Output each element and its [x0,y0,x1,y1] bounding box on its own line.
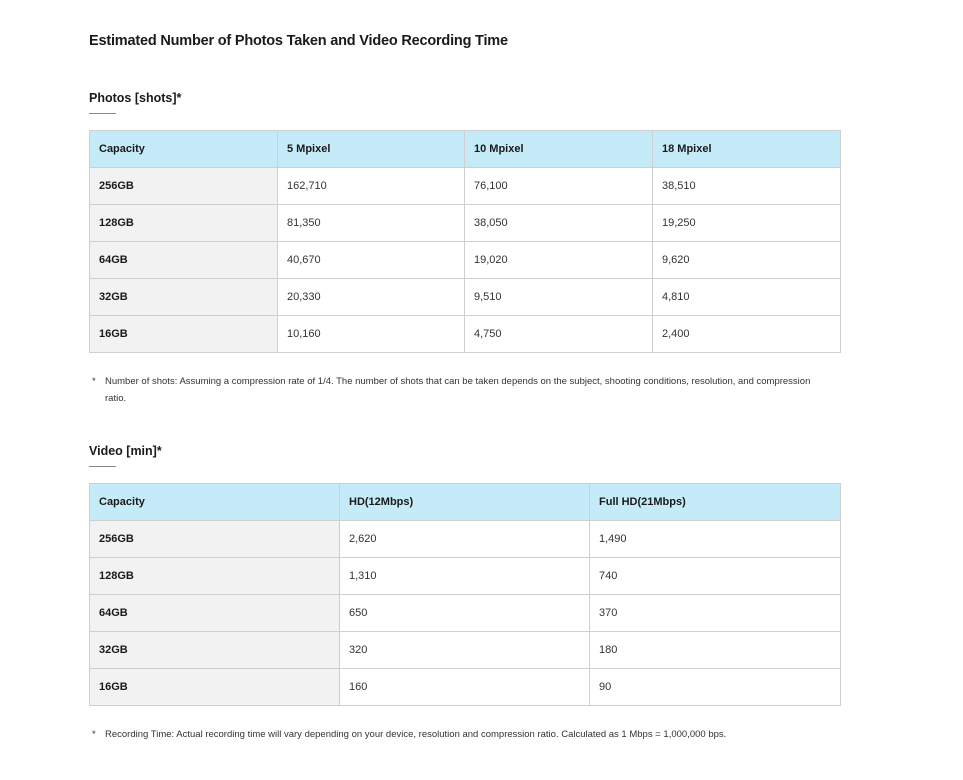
value-cell: 20,330 [278,279,465,316]
video-section-title-text: Video [min]* [89,444,162,458]
value-cell: 650 [340,595,590,632]
table-row [90,669,841,706]
value-cell: 40,670 [278,242,465,279]
video-footnote-text: Recording Time: Actual recording time will vary depending on your device, resolution and compression ratio. Calculated as 1 Mbps = 1,000,000 bps. [105,729,727,740]
capacity-cell: 32GB [90,279,278,316]
photos-section-title [89,91,181,105]
value-cell: 76,100 [465,168,653,205]
value-cell: 19,020 [465,242,653,279]
footnote-mark: * [92,729,96,740]
photos-section-title-text: Photos [shots]* [89,91,182,105]
value-cell: 320 [340,632,590,669]
capacity-cell: 32GB [90,632,340,669]
value-cell: 38,510 [653,168,841,205]
table-row [90,558,841,595]
value-cell: 2,620 [340,521,590,558]
capacity-cell: 256GB [90,168,278,205]
value-cell: 38,050 [465,205,653,242]
value-cell: 4,750 [465,316,653,353]
table-row [90,279,841,316]
value-cell: 162,710 [278,168,465,205]
capacity-cell: 16GB [90,669,340,706]
value-cell: 160 [340,669,590,706]
capacity-cell: 256GB [90,521,340,558]
video-header-hd: HD(12Mbps) [340,484,590,521]
video-table [89,483,841,706]
photos-header-row [90,131,841,168]
value-cell: 740 [590,558,841,595]
value-cell: 1,310 [340,558,590,595]
footnote-mark: * [92,376,96,387]
value-cell: 9,510 [465,279,653,316]
photos-header-18mpixel: 18 Mpixel [653,131,841,168]
capacity-cell: 16GB [90,316,278,353]
capacity-cell: 128GB [90,558,340,595]
page-title: Estimated Number of Photos Taken and Video Recording Time [89,33,508,49]
value-cell: 4,810 [653,279,841,316]
value-cell: 1,490 [590,521,841,558]
table-row [90,316,841,353]
value-cell: 81,350 [278,205,465,242]
table-row [90,242,841,279]
value-cell: 370 [590,595,841,632]
capacity-cell: 128GB [90,205,278,242]
video-footnote [92,726,872,743]
video-header-capacity: Capacity [90,484,340,521]
value-cell: 2,400 [653,316,841,353]
table-row [90,595,841,632]
video-header-row [90,484,841,521]
photos-footnote-text: Number of shots: Assuming a compression rate of 1/4. The number of shots that can be taken depends on the subject, shooting conditions, resolution, and compression ratio. [105,376,811,404]
section-title-underline [89,466,116,467]
photos-footnote [92,373,812,407]
video-section-title [89,444,162,458]
value-cell: 90 [590,669,841,706]
section-title-underline [89,113,116,114]
table-row [90,168,841,205]
photos-header-10mpixel: 10 Mpixel [465,131,653,168]
video-header-full-hd: Full HD(21Mbps) [590,484,841,521]
table-row [90,205,841,242]
value-cell: 9,620 [653,242,841,279]
capacity-cell: 64GB [90,595,340,632]
photos-header-capacity: Capacity [90,131,278,168]
value-cell: 10,160 [278,316,465,353]
photos-table [89,130,841,353]
photos-header-5mpixel: 5 Mpixel [278,131,465,168]
capacity-cell: 64GB [90,242,278,279]
value-cell: 180 [590,632,841,669]
value-cell: 19,250 [653,205,841,242]
table-row [90,632,841,669]
table-row [90,521,841,558]
